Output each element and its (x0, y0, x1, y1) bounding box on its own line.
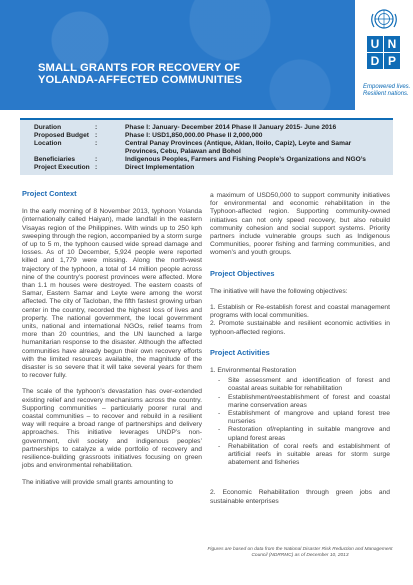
left-column (22, 190, 202, 495)
info-row-location: Location : Central Panay Provinces (Antique, Aklan, Iloilo, Capiz), Leyte and Samar Provinces, Cebu, Palawan and Bohol (34, 140, 352, 155)
list-item: - Restoration of/replanting in suitable mangrove and upland forest areas (218, 426, 390, 442)
context-paragraph: The scale of the typhoon’s devastation has over-extended existing relief and recovery mechanisms across the country. Supporting communities – particularly poorer rural and coastal communities – to recover and rebuild in a resilient way will require a broad range of partnerships and delivery approaches. This initiative leverages UNDP’s non-government, civil society and indigenous peoples’ partnerships to catalyze a wide portfolio of recovery and resilience-building grassroots initiatives focusing on green jobs and environmental rehabilitation. (22, 388, 202, 470)
project-info-box (20, 118, 393, 175)
list-item: 2. Economic Rehabilitation through green jobs and sustainable enterprises (210, 489, 390, 505)
un-emblem-icon (368, 6, 400, 34)
activities-sublist (210, 377, 390, 467)
context-paragraph: a maximum of USD50,000 to support community initiatives for environmental and economic rehabilitation in the Typhoon-affected region. Supporting community-owned initiatives can not only speed recovery, but also rebuild community cohesion and social support systems. Priority partners include vulnerable groups such as Indigenous Communities, poorer fishing and farming communities, and women’s and youth groups. (210, 192, 390, 257)
list-item: - Rehabilitation of coral reefs and establishment of artificial reefs in suitable areas for storm surge abatement and fisheries (218, 443, 390, 468)
objectives-list (210, 304, 390, 337)
undp-logo (355, 0, 413, 110)
list-item: - Site assessment and identification of forest and coastal areas suitable for rehabilitation (218, 377, 390, 393)
activities-list (210, 367, 390, 506)
logo-tagline: Empowered lives. Resilient nations. (363, 84, 411, 97)
list-item: - Establishment/reestablishment of forest and coastal marine conservation areas (218, 394, 390, 410)
activities-heading: Project Activities (210, 347, 270, 357)
objectives-intro: The initiative will have the following objectives: (210, 287, 348, 295)
context-paragraph: In the early morning of 8 November 2013, typhoon Yolanda (internationally called Haiyan), made landfall in the eastern Visayas region of the Philippines. With winds up to 250 kph sweeping through the region, accompanied by a storm surge of up to 5 m, the typhoon caused wide spread damage and losses. As of 10 December, 5,924 people were reported killed and 1,779 were missing. Along the north-west trajectory of the typhoon, a total of 14 million people across nine of the country’s poorest provinces were affected. More than 1.1 m houses were destroyed. The eastern coasts of Samar, Eastern Samar and Leyte were among the worst affected. The city of Tacloban, the fifth fastest growing urban center in the country, recorded the highest loss of lives and property. The national government, the local government units, national and international NGOs, relief teams from more than 20 countries, and the UN launched a large humanitarian response to the disaster. Although the affected communities have already begun their own recovery efforts with the limited resources available, the magnitude of the disaster is so severe that it will take several years for them to recover fully. (22, 208, 202, 380)
list-item: 1. Environmental Restoration (210, 367, 297, 375)
header-banner (0, 0, 413, 110)
info-row-duration: Duration : Phase I: January- December 2014 Phase II January 2015- June 2016 (34, 124, 337, 131)
list-item: - Establishment of mangrove and upland forest tree nurseries (218, 410, 390, 426)
info-row-beneficiaries: Beneficiaries : Indigenous Peoples, Farmers and Fishing People’s Organizations and NGO’s (34, 156, 366, 163)
context-paragraph: The initiative will provide small grants amounting to (22, 478, 173, 486)
info-row-budget: Proposed Budget : Phase I: USD1,850,000.00 Phase II 2,000,000 (34, 132, 263, 139)
page-title: SMALL GRANTS FOR RECOVERY OF YOLANDA-AFFECTED COMMUNITIES (38, 62, 243, 86)
list-item: 2. Promote sustainable and resilient economic activities in typhoon-affected regions. (210, 320, 390, 336)
right-column (210, 192, 390, 506)
list-item: 1. Establish or Re-establish forest and coastal management programs with local communities. (210, 304, 390, 320)
info-row-execution: Project Execution : Direct Implementation (34, 164, 195, 171)
undp-letters: U N D P (367, 36, 403, 70)
footnote: Figures are based on data from the National Disaster Risk Reduction and Management Council (NDRRMC) as of December 10, 2013 (207, 547, 393, 558)
objectives-heading: Project Objectives (210, 268, 275, 278)
context-heading: Project Context (22, 189, 77, 198)
